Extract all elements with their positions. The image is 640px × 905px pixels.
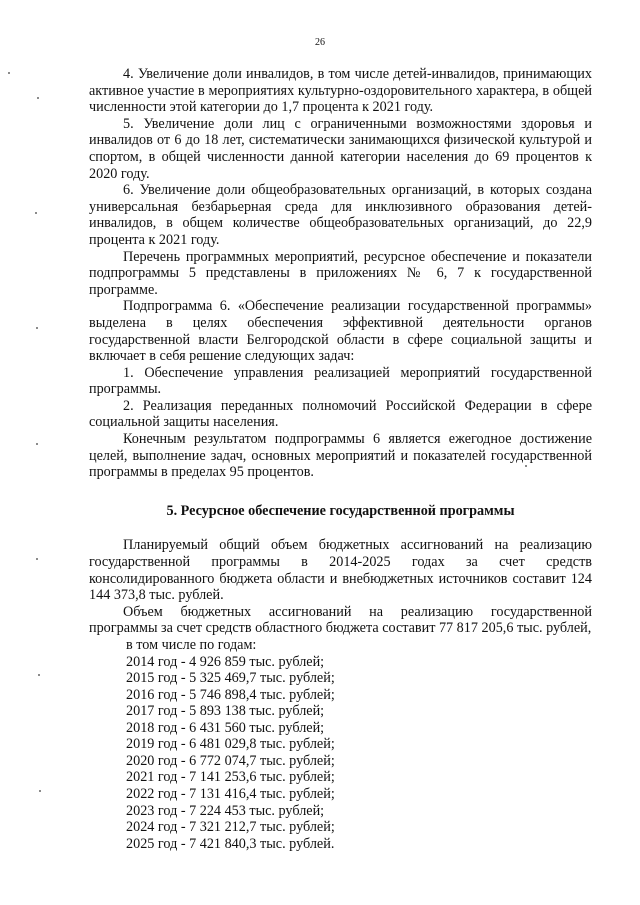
paragraph-item-6: 6. Увеличение доли общеобразовательных организаций, в которых создана универсальная безбарьерная среда для инклюзивного образования детей-инвалидов, в общем количестве общеобразовательных организаций, до 22,9 процента к 2021 году.: [89, 182, 592, 248]
scan-speck: [37, 97, 39, 99]
scan-speck: [36, 327, 38, 329]
list-item: 2019 год - 6 481 029,8 тыс. рублей;: [126, 736, 335, 753]
list-item: 2021 год - 7 141 253,6 тыс. рублей;: [126, 769, 335, 786]
list-item: 2020 год - 6 772 074,7 тыс. рублей;: [126, 752, 335, 769]
paragraph-regional-budget: Объем бюджетных ассигнований на реализацию государственной программы за счет средств областного бюджета составит 77 817 205,6 тыс. рублей,: [89, 603, 592, 637]
list-item: 2024 год - 7 321 212,7 тыс. рублей;: [126, 819, 335, 836]
list-item: 2018 год - 6 431 560 тыс. рублей;: [126, 719, 325, 736]
list-item: 2025 год - 7 421 840,3 тыс. рублей.: [126, 835, 335, 852]
page-content: [89, 66, 592, 852]
scan-speck: [525, 465, 527, 467]
scan-speck: [36, 443, 38, 445]
list-item: 2015 год - 5 325 469,7 тыс. рублей;: [126, 670, 335, 687]
section-heading: 5. Ресурсное обеспечение государственной программы: [166, 502, 515, 519]
list-item: 2017 год - 5 893 138 тыс. рублей;: [126, 703, 325, 720]
paragraph-task-2: 2. Реализация переданных полномочий Российской Федерации в сфере социальной защиты населения.: [89, 397, 592, 431]
list-item: 2014 год - 4 926 859 тыс. рублей;: [126, 653, 325, 670]
paragraph-item-5: 5. Увеличение доли лиц с ограниченными возможностями здоровья и инвалидов от 6 до 18 лет, систематически занимающихся физической культурой и спортом, в общей численности данной категории населения до 69 процентов к 2020 году.: [89, 115, 592, 182]
paragraph-final-result: Конечным результатом подпрограммы 6 является ежегодное достижение целей, выполнение задач, основных мероприятий и показателей государственной программы в пределах 95 процентов.: [89, 431, 592, 481]
page-number: 26: [315, 37, 325, 48]
scan-speck: [8, 72, 10, 74]
list-item: 2023 год - 7 224 453 тыс. рублей;: [126, 802, 325, 819]
scan-speck: [36, 558, 38, 560]
years-intro: в том числе по годам:: [126, 637, 257, 653]
list-item: 2016 год - 5 746 898,4 тыс. рублей;: [126, 686, 335, 703]
scan-speck: [38, 674, 40, 676]
scan-speck: [35, 212, 37, 214]
budget-by-year-list: [89, 654, 592, 853]
paragraph-subprogram-5-list: Перечень программных мероприятий, ресурсное обеспечение и показатели подпрограммы 5 представлены в приложениях № 6, 7 к государственной программе.: [89, 248, 592, 298]
scan-speck: [39, 790, 41, 792]
paragraph-subprogram-6: Подпрограмма 6. «Обеспечение реализации государственной программы» выделена в целях обеспечения эффективной деятельности органов государственной власти Белгородской области в сфере социальной защиты и включает в себя решение следующих задач:: [89, 298, 592, 365]
paragraph-item-4: 4. Увеличение доли инвалидов, в том числе детей-инвалидов, принимающих активное участие в мероприятиях культурно-оздоровительного характера, в общей численности этой категории до 1,7 процента к 2021 году.: [89, 66, 592, 116]
paragraph-total-budget: Планируемый общий объем бюджетных ассигнований на реализацию государственной программы в 2014-2025 годах за счет средств консолидированного бюджета области и внебюджетных источников составит 124 144 373,8 тыс. рублей.: [89, 537, 592, 604]
list-item: 2022 год - 7 131 416,4 тыс. рублей;: [126, 785, 335, 802]
paragraph-task-1: 1. Обеспечение управления реализацией мероприятий государственной программы.: [89, 364, 592, 398]
